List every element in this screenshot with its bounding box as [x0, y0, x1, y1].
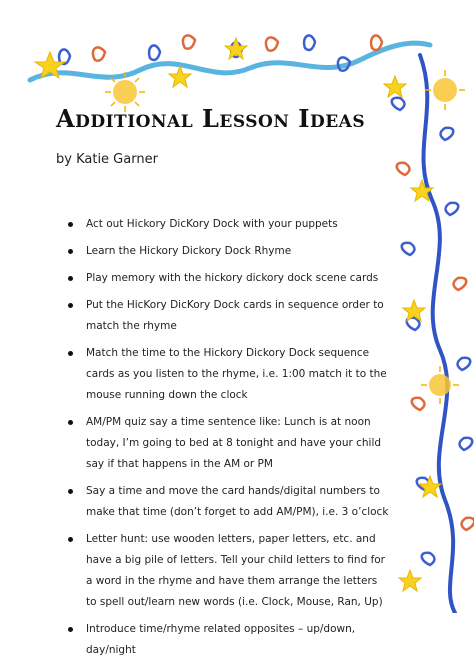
- list-item: Act out Hickory DicKory Dock with your puppets: [66, 214, 390, 235]
- list-item: Match the time to the Hickory Dickory Dock sequence cards as you listen to the rhyme, i.e. 1:00 match it to the mouse running down the clock: [66, 343, 390, 406]
- list-item: Put the HicKory DicKory Dock cards in sequence order to match the rhyme: [66, 295, 390, 337]
- list-item: Learn the Hickory Dickory Dock Rhyme: [66, 241, 390, 262]
- list-item: AM/PM quiz say a time sentence like: Lunch is at noon today, I’m going to bed at 8 tonight and have your child say if that happens in the AM or PM: [66, 412, 390, 475]
- star-icon: [169, 66, 191, 87]
- lesson-ideas-list: [66, 214, 390, 667]
- list-item: Say a time and move the card hands/digital numbers to make that time (don’t forget to add AM/PM), i.e. 3 o’clock: [66, 481, 390, 523]
- list-item: Introduce time/rhyme related opposites – up/down, day/night: [66, 619, 390, 661]
- page-title: Additional Lesson Ideas: [56, 104, 366, 133]
- list-item: Play memory with the hickory dickory dock scene cards: [66, 268, 390, 289]
- author-byline: by Katie Garner: [56, 152, 158, 167]
- list-item: Letter hunt: use wooden letters, paper letters, etc. and have a big pile of letters. Tell your child letters to find for a word in the rhyme and have them arrange the letters to spell out/learn new words (i.e. Clock, Mouse, Ran, Up): [66, 529, 390, 613]
- sun-icon: [421, 366, 459, 404]
- star-icon: [399, 570, 421, 591]
- star-icon: [384, 76, 406, 97]
- sun-icon: [425, 70, 465, 110]
